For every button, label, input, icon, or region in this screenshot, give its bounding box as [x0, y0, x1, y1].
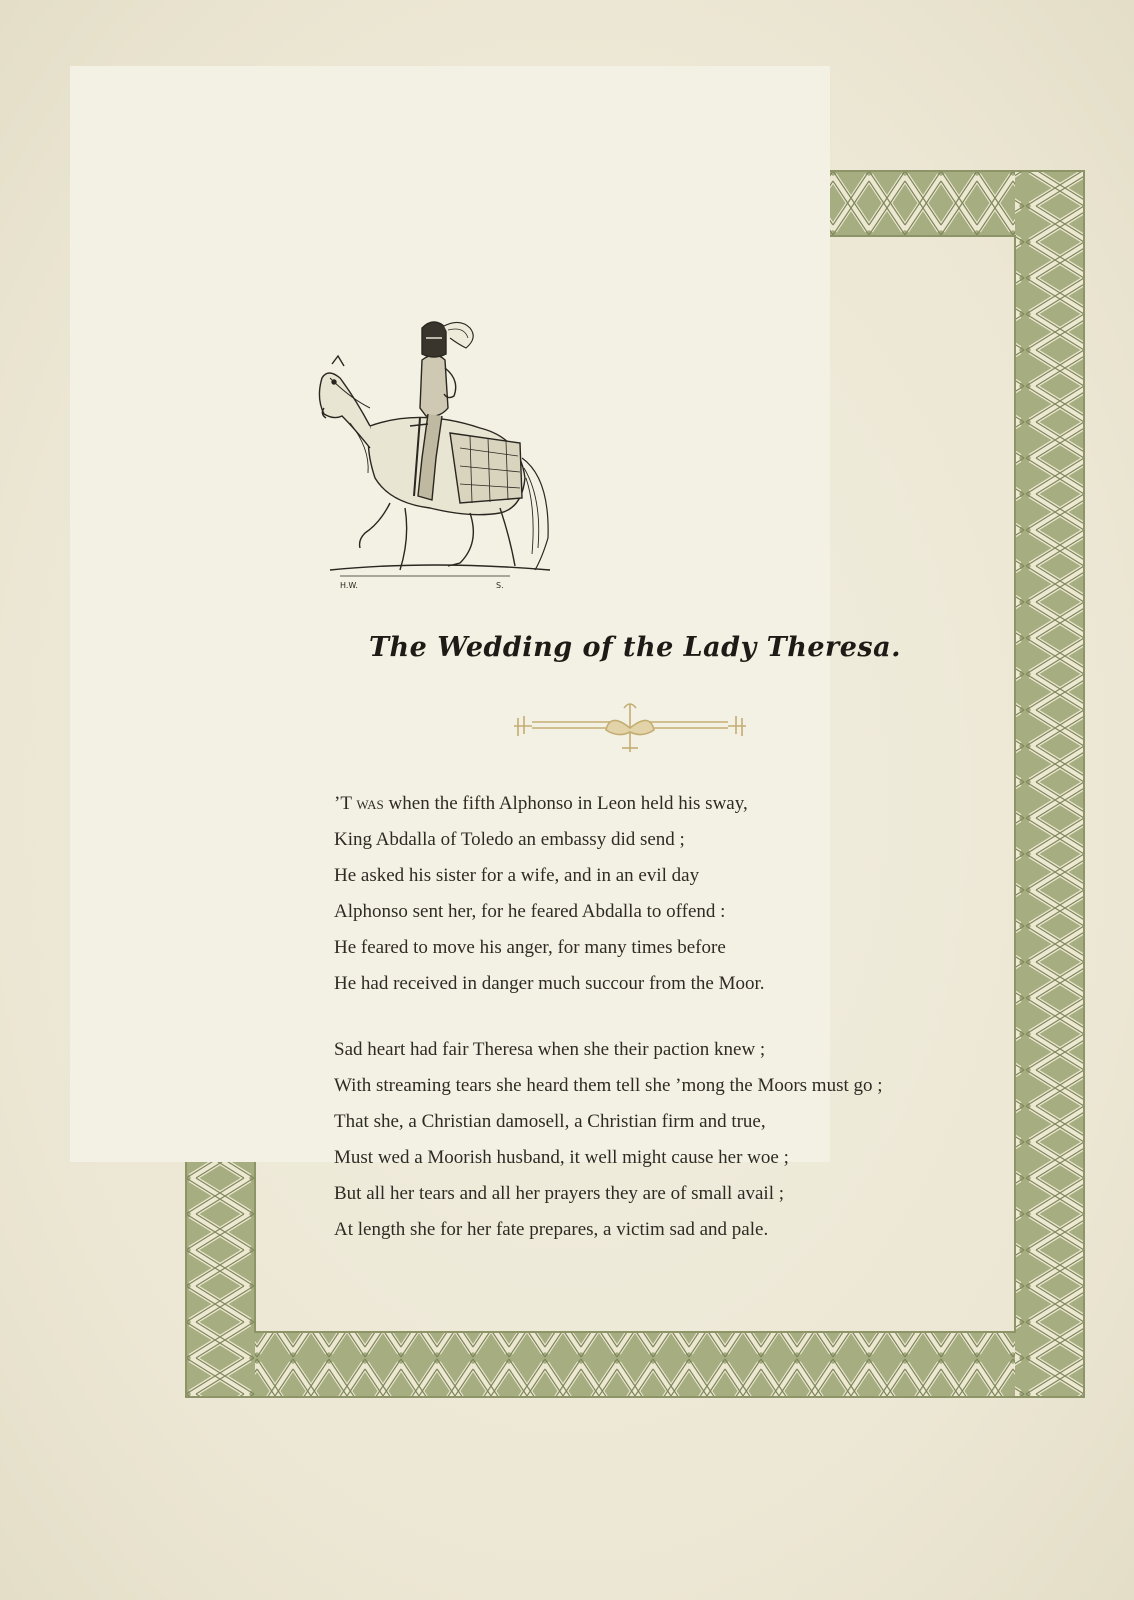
- poem-line: That she, a Christian damosell, a Christian firm and true,: [334, 1111, 766, 1132]
- ornamental-divider: [510, 698, 750, 762]
- poem: [334, 786, 994, 1278]
- poem-line: But all her tears and all her prayers they are of small avail ;: [334, 1183, 785, 1204]
- line-smallcaps: was: [356, 793, 384, 814]
- page-title: The Wedding of the Lady Theresa.: [368, 632, 902, 663]
- line-rest: when the fifth Alphonso in Leon held his sway,: [383, 793, 748, 814]
- engraver-signature-left: H.W.: [340, 581, 358, 590]
- engraver-signature-right: S.: [496, 581, 504, 590]
- poem-line: With streaming tears she heard them tell she ’mong the Moors must go ;: [334, 1075, 883, 1096]
- poem-line: Sad heart had fair Theresa when she their paction knew ;: [334, 1039, 766, 1060]
- poem-line: He feared to move his anger, for many times before: [334, 937, 726, 958]
- poem-line: At length she for her fate prepares, a victim sad and pale.: [334, 1219, 769, 1240]
- stanza-1: [334, 786, 994, 1002]
- poem-line: He asked his sister for a wife, and in an evil day: [334, 865, 700, 886]
- line-lead: ’T: [334, 793, 357, 814]
- poem-line: King Abdalla of Toledo an embassy did send ;: [334, 829, 685, 850]
- poem-line: He had received in danger much succour from the Moor.: [334, 973, 765, 994]
- poem-line: Must wed a Moorish husband, it well might cause her woe ;: [334, 1147, 789, 1168]
- poem-line: Alphonso sent her, for he feared Abdalla to offend :: [334, 901, 726, 922]
- stanza-2: [334, 1032, 994, 1248]
- poem-line: [334, 786, 994, 822]
- knight-on-horse-engraving: [310, 308, 560, 592]
